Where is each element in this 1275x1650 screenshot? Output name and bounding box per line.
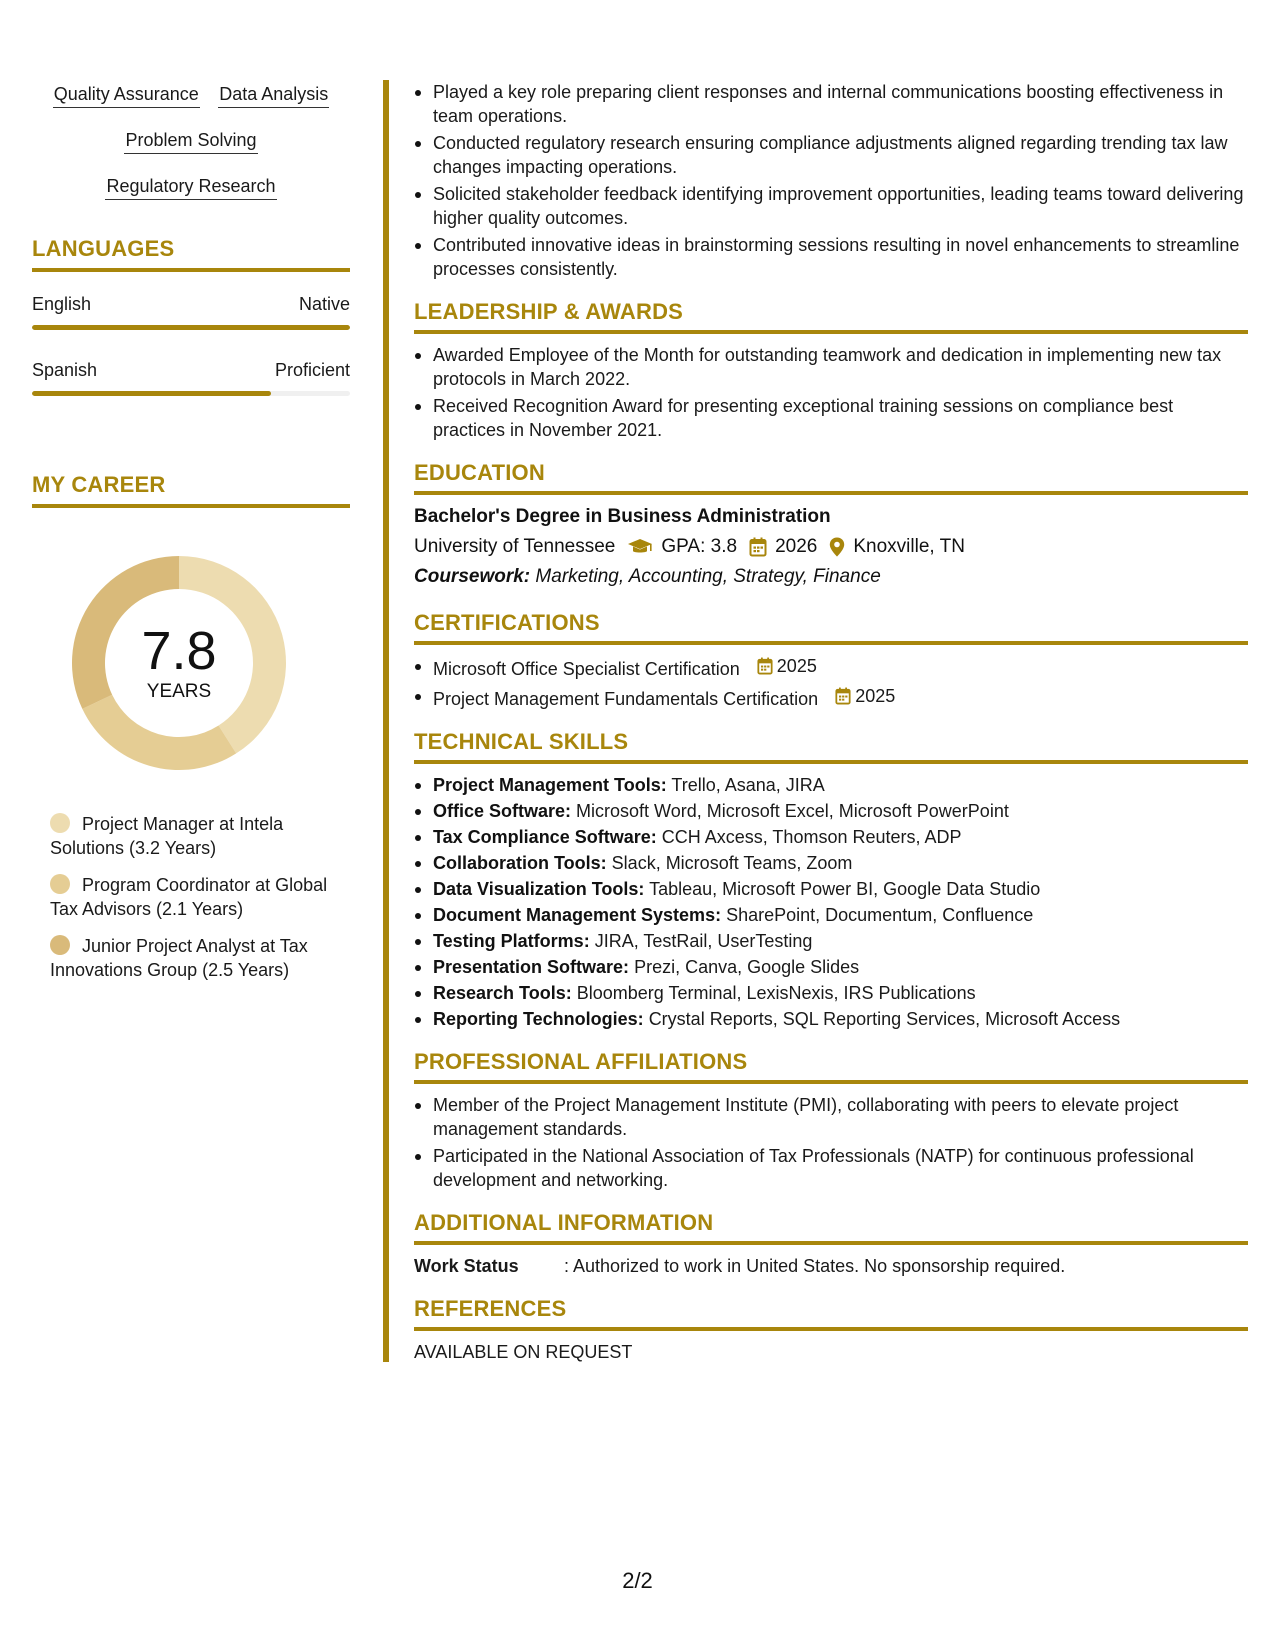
skills-tags	[32, 82, 350, 200]
certification-year: 2025	[757, 654, 817, 678]
location: Knoxville, TN	[853, 536, 965, 557]
career-label: Program Coordinator at Global Tax Advisors (2.1 Years)	[50, 875, 328, 919]
list-item: Testing Platforms: JIRA, TestRail, UserTesting	[414, 929, 1248, 953]
list-item: Reporting Technologies: Crystal Reports, SQL Reporting Services, Microsoft Access	[414, 1007, 1248, 1031]
career-title: MY CAREER	[32, 472, 166, 497]
list-item: Document Management Systems: SharePoint, Documentum, Confluence	[414, 903, 1248, 927]
location-pin-icon	[829, 537, 845, 557]
language-bar	[32, 325, 350, 330]
skill-tag: Quality Assurance	[53, 82, 200, 108]
donut-center	[66, 550, 292, 776]
affiliations-section	[414, 1048, 1248, 1192]
page-number: 2/2	[622, 1568, 653, 1593]
list-item	[414, 684, 1248, 711]
languages-section	[32, 236, 350, 396]
career-label: Project Manager at Intela Solutions (3.2 Years)	[50, 814, 284, 858]
career-section	[32, 472, 350, 982]
list-item: Conducted regulatory research ensuring compliance adjustments aligned regarding trending tax law changes impacting operations.	[414, 131, 1248, 179]
section-rule	[414, 491, 1248, 495]
list-item: Received Recognition Award for presenting exceptional training sessions on compliance best practices in November 2021.	[414, 394, 1248, 442]
list-item: Office Software: Microsoft Word, Microsoft Excel, Microsoft PowerPoint	[414, 799, 1248, 823]
graduation-cap-icon	[627, 538, 653, 556]
list-item: Solicited stakeholder feedback identifying improvement opportunities, leading teams toward delivering higher quality outcomes.	[414, 182, 1248, 230]
column-divider	[383, 80, 389, 1362]
list-item	[414, 654, 1248, 681]
section-title: PROFESSIONAL AFFILIATIONS	[414, 1049, 748, 1074]
calendar-icon	[757, 657, 773, 675]
technical-skills-section	[414, 728, 1248, 1031]
list-item: Played a key role preparing client responses and internal communications boosting effectiveness in team operations.	[414, 80, 1248, 128]
list-item: Tax Compliance Software: CCH Axcess, Thomson Reuters, ADP	[414, 825, 1248, 849]
skill-tag: Data Analysis	[218, 82, 329, 108]
career-legend-item	[50, 812, 340, 860]
language-bar	[32, 391, 350, 396]
section-rule	[32, 504, 350, 508]
work-status-label: Work Status	[414, 1256, 519, 1276]
legend-dot	[50, 813, 70, 833]
section-title: REFERENCES	[414, 1296, 567, 1321]
coursework	[414, 562, 1248, 592]
skill-tag: Regulatory Research	[105, 174, 276, 200]
additional-info-section	[414, 1209, 1248, 1278]
languages-title: LANGUAGES	[32, 236, 175, 261]
language-bar-fill	[32, 391, 271, 396]
language-level: Proficient	[274, 360, 350, 380]
work-status-row	[414, 1254, 1248, 1278]
language-bar-fill	[32, 325, 350, 330]
school: University of Tennessee	[414, 536, 616, 557]
section-rule	[414, 1080, 1248, 1084]
skills-row	[32, 82, 350, 108]
section-rule	[414, 1241, 1248, 1245]
career-label: Junior Project Analyst at Tax Innovations Group (2.5 Years)	[50, 936, 308, 980]
career-donut-chart	[66, 550, 292, 776]
language-name: Spanish	[32, 360, 98, 380]
work-status-value: : Authorized to work in United States. No sponsorship required.	[564, 1256, 1066, 1276]
right-column	[414, 80, 1248, 1364]
language-item	[32, 360, 350, 396]
section-title: EDUCATION	[414, 460, 545, 485]
experience-bullets	[414, 80, 1248, 281]
list-item: Participated in the National Association of Tax Professionals (NATP) for continuous professional development and networking.	[414, 1144, 1248, 1192]
list-item: Awarded Employee of the Month for outstanding teamwork and dedication in implementing new tax protocols in March 2022.	[414, 343, 1248, 391]
language-name: English	[32, 294, 92, 314]
leadership-section	[414, 298, 1248, 442]
section-rule	[414, 641, 1248, 645]
career-legend-item	[50, 873, 340, 921]
section-title: CERTIFICATIONS	[414, 610, 600, 635]
section-rule	[414, 760, 1248, 764]
career-legend	[50, 812, 340, 982]
skills-row	[32, 128, 350, 154]
gpa: GPA: 3.8	[661, 536, 738, 557]
section-title: LEADERSHIP & AWARDS	[414, 299, 684, 324]
legend-dot	[50, 935, 70, 955]
certification-name: Project Management Fundamentals Certification	[433, 689, 819, 709]
list-item: Research Tools: Bloomberg Terminal, LexisNexis, IRS Publications	[414, 981, 1248, 1005]
coursework-value: Marketing, Accounting, Strategy, Finance	[535, 566, 881, 587]
graduation-year: 2026	[775, 536, 818, 557]
list-item: Project Management Tools: Trello, Asana, JIRA	[414, 773, 1248, 797]
skills-row	[32, 174, 350, 200]
certifications-section	[414, 609, 1248, 711]
degree: Bachelor's Degree in Business Administration	[414, 506, 831, 527]
section-rule	[32, 268, 350, 272]
skill-tag: Problem Solving	[124, 128, 257, 154]
references-text: AVAILABLE ON REQUEST	[414, 1342, 633, 1362]
certification-year: 2025	[835, 684, 895, 708]
references-section	[414, 1295, 1248, 1364]
coursework-label: Coursework:	[414, 566, 531, 587]
career-legend-item	[50, 934, 340, 982]
calendar-icon	[835, 687, 851, 705]
section-title: TECHNICAL SKILLS	[414, 729, 629, 754]
list-item: Member of the Project Management Institute (PMI), collaborating with peers to elevate project management standards.	[414, 1093, 1248, 1141]
list-item: Data Visualization Tools: Tableau, Microsoft Power BI, Google Data Studio	[414, 877, 1248, 901]
calendar-icon	[749, 537, 767, 557]
left-column	[32, 82, 350, 995]
list-item: Contributed innovative ideas in brainstorming sessions resulting in novel enhancements to streamline processes consistently.	[414, 233, 1248, 281]
section-title: ADDITIONAL INFORMATION	[414, 1210, 714, 1235]
career-total-unit: YEARS	[146, 681, 212, 702]
language-level: Native	[298, 294, 350, 314]
career-total-years: 7.8	[141, 621, 217, 681]
certification-name: Microsoft Office Specialist Certification	[433, 659, 740, 679]
language-item	[32, 294, 350, 330]
education-meta	[414, 532, 1248, 562]
education-section	[414, 459, 1248, 592]
legend-dot	[50, 874, 70, 894]
section-rule	[414, 1327, 1248, 1331]
section-rule	[414, 330, 1248, 334]
list-item: Presentation Software: Prezi, Canva, Google Slides	[414, 955, 1248, 979]
list-item: Collaboration Tools: Slack, Microsoft Teams, Zoom	[414, 851, 1248, 875]
